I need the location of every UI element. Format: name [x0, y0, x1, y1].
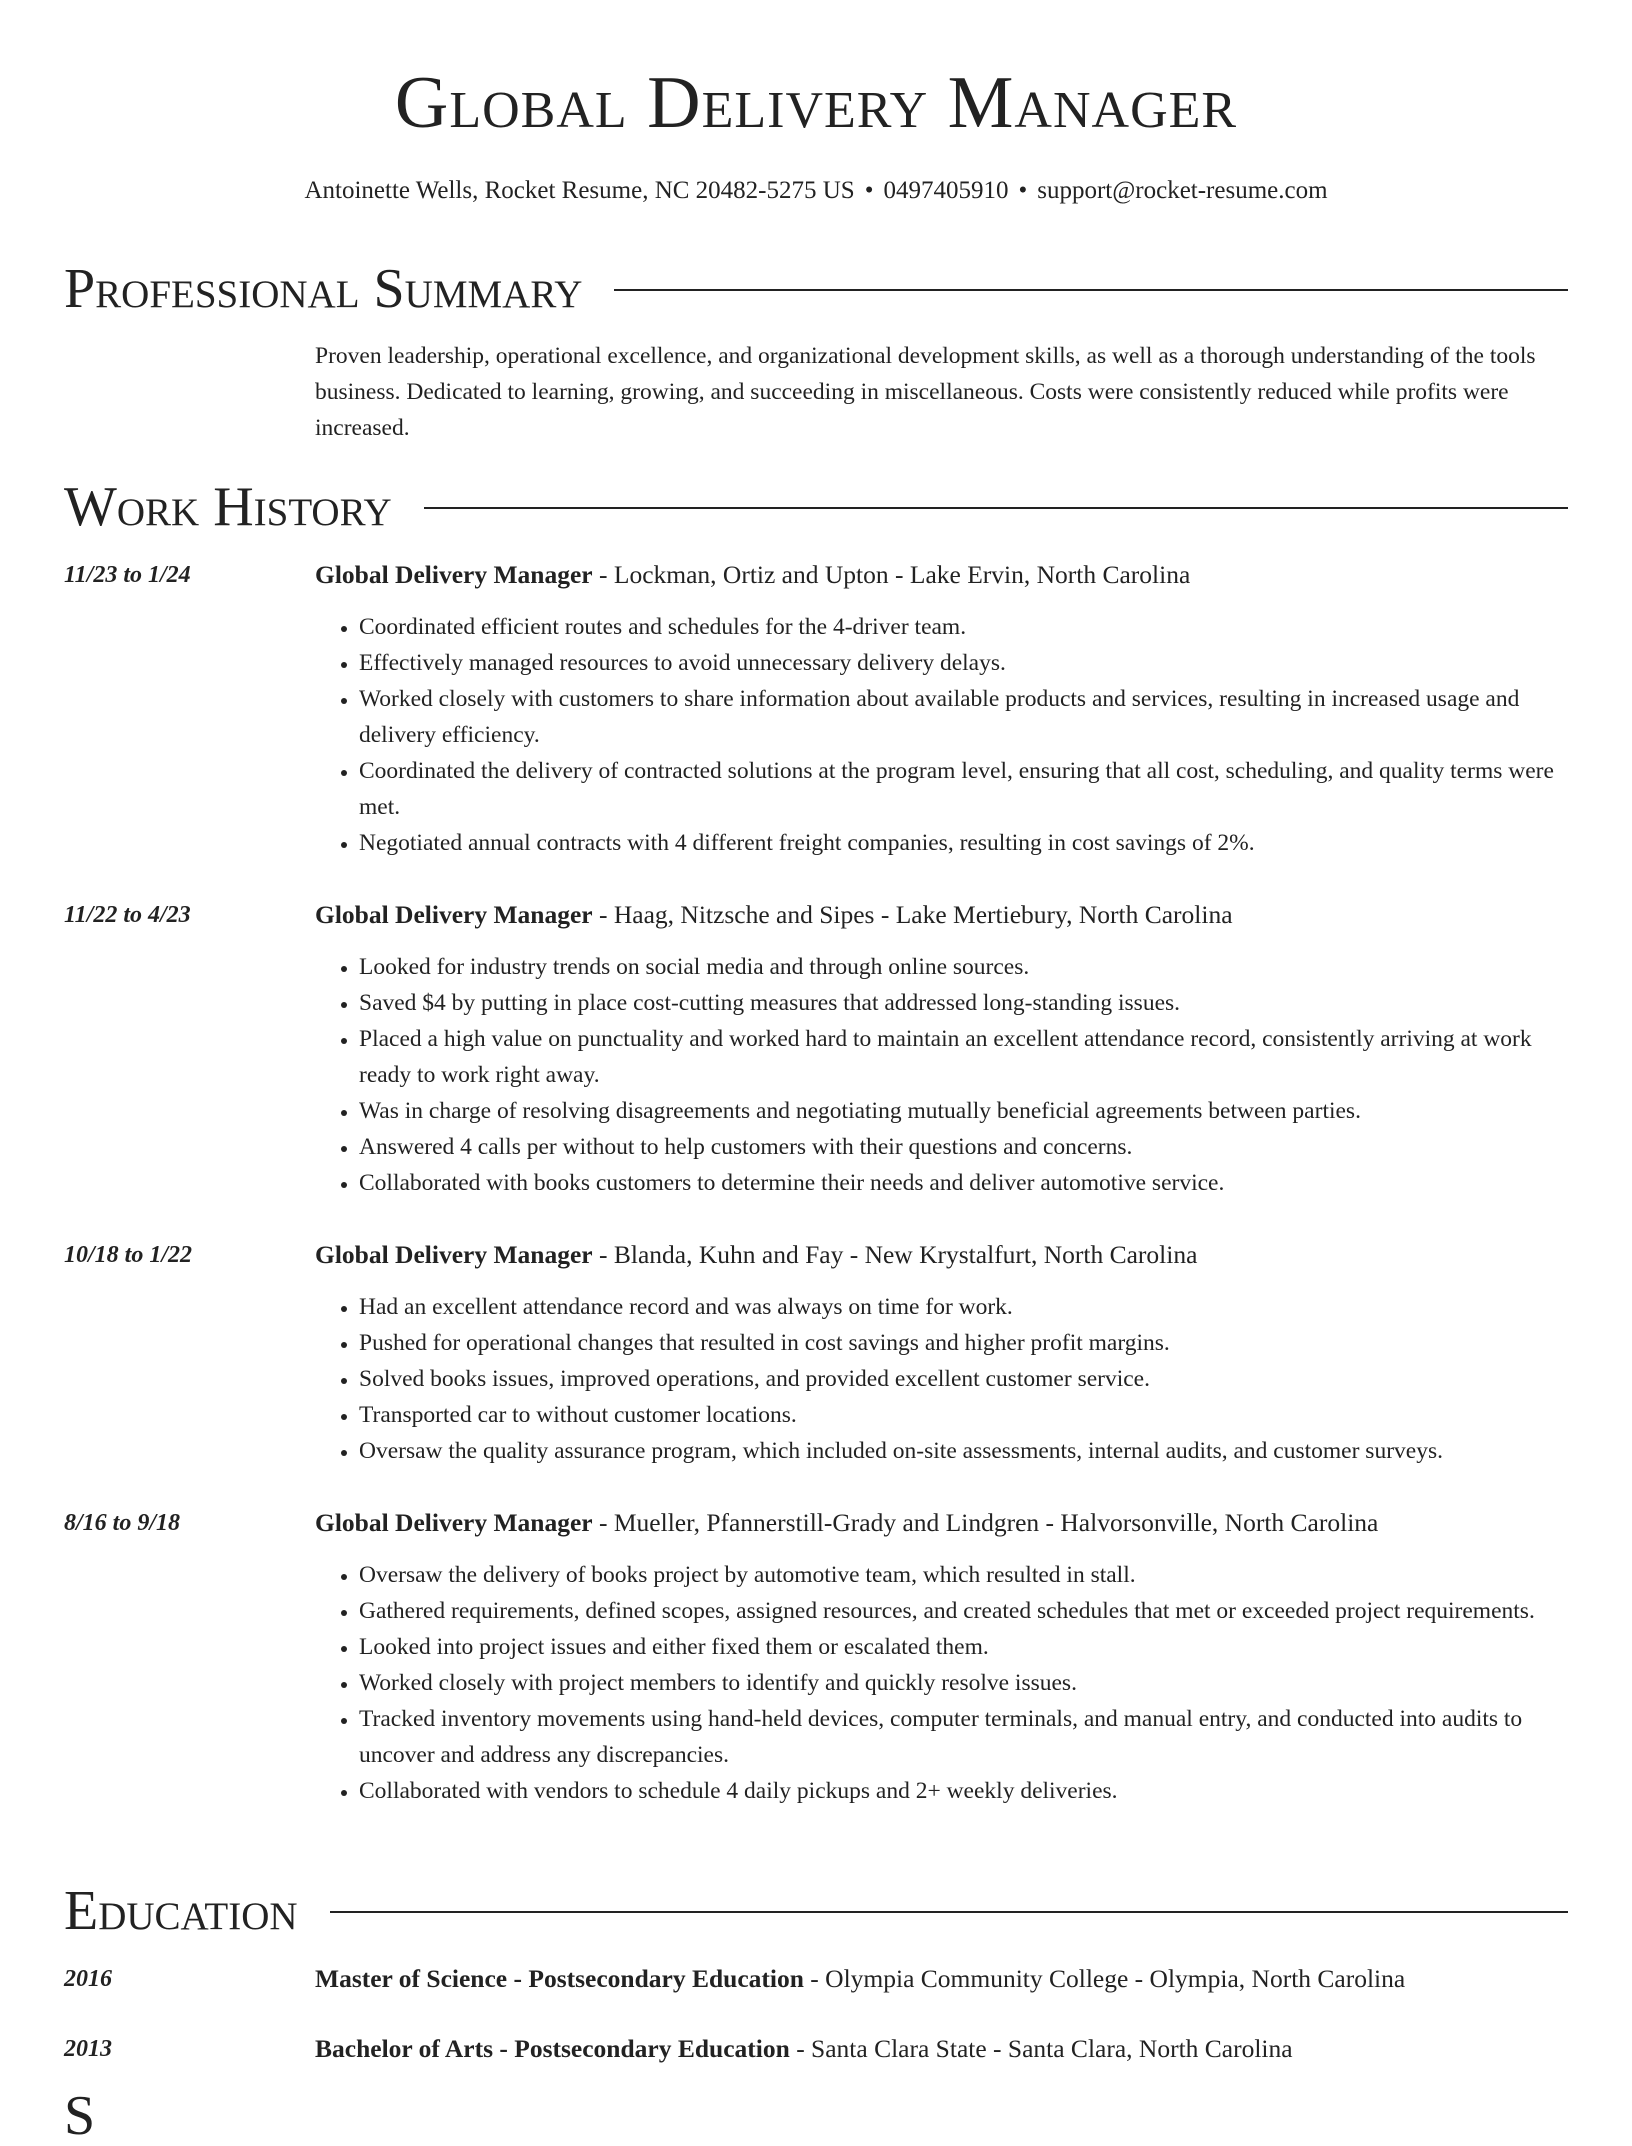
- job-title: Global Delivery Manager: [315, 1508, 593, 1537]
- section-divider: [424, 507, 1568, 509]
- section-divider: [614, 289, 1568, 291]
- job-bullet: • Worked closely with project members to identify and quickly resolve issues.: [359, 1665, 1568, 1701]
- section-title-summary: Professional Summary: [64, 258, 583, 320]
- job-bullet: • Coordinated efficient routes and schedules for the 4-driver team.: [359, 609, 1568, 645]
- job-bullet: • Transported car to without customer locations.: [359, 1397, 1568, 1433]
- education-year: 2016: [64, 1966, 112, 1992]
- job-title-line: [315, 557, 1568, 593]
- job-bullet-list: [315, 1289, 1568, 1469]
- job-dates: 8/16 to 9/18: [64, 1510, 181, 1536]
- job-bullet: • Tracked inventory movements using hand-held devices, computer terminals, and manual entry, and conducted into audits to uncover and address any discrepancies.: [359, 1701, 1568, 1773]
- job-bullet-list: [315, 949, 1568, 1201]
- education-school-location: - Olympia Community College - Olympia, North Carolina: [803, 1964, 1406, 1993]
- section-header-education: [64, 1876, 1568, 1946]
- resume-title: Global Delivery Manager: [394, 62, 1238, 144]
- job-bullet: • Saved $4 by putting in place cost-cutting measures that addressed long-standing issues.: [359, 985, 1568, 1021]
- job-bullet: • Had an excellent attendance record and was always on time for work.: [359, 1289, 1568, 1325]
- job-bullet: • Worked closely with customers to share information about available products and services, resulting in increased usage and delivery efficiency.: [359, 681, 1568, 753]
- job-bullet: • Was in charge of resolving disagreements and negotiating mutually beneficial agreements between parties.: [359, 1093, 1568, 1129]
- job-bullet: • Effectively managed resources to avoid unnecessary delivery delays.: [359, 645, 1568, 681]
- job-company-location: - Lockman, Ortiz and Upton - Lake Ervin, North Carolina: [592, 560, 1191, 589]
- contact-line: [0, 174, 1632, 208]
- job-bullet: • Looked into project issues and either fixed them or escalated them.: [359, 1629, 1568, 1665]
- job-dates: 10/18 to 1/22: [64, 1242, 193, 1268]
- job-title: Global Delivery Manager: [315, 560, 593, 589]
- job-title: Global Delivery Manager: [315, 900, 593, 929]
- job-company-location: - Blanda, Kuhn and Fay - New Krystalfurt, North Carolina: [592, 1240, 1198, 1269]
- job-bullet: • Coordinated the delivery of contracted solutions at the program level, ensuring that all cost, scheduling, and quality terms were met.: [359, 753, 1568, 825]
- section-divider: [330, 1911, 1568, 1913]
- job-title-line: [315, 1505, 1568, 1541]
- contact-address: Antoinette Wells, Rocket Resume, NC 20482-5275 US: [304, 177, 855, 204]
- job-company-location: - Mueller, Pfannerstill-Grady and Lindgren - Halvorsonville, North Carolina: [592, 1508, 1379, 1537]
- job-title-line: [315, 1237, 1568, 1273]
- job-bullet-list: [315, 1557, 1568, 1809]
- section-header-summary: [64, 254, 1568, 324]
- job-company-location: - Haag, Nitzsche and Sipes - Lake Mertiebury, North Carolina: [592, 900, 1233, 929]
- section-title-work-history: Work History: [64, 476, 392, 538]
- job-title: Global Delivery Manager: [315, 1240, 593, 1269]
- education-year: 2013: [64, 2036, 112, 2062]
- job-bullet-list: [315, 609, 1568, 861]
- education-degree: Bachelor of Arts - Postsecondary Education: [315, 2034, 790, 2063]
- job-bullet: • Collaborated with books customers to determine their needs and deliver automotive service.: [359, 1165, 1568, 1201]
- job-bullet: • Pushed for operational changes that resulted in cost savings and higher profit margins.: [359, 1325, 1568, 1361]
- job-bullet: • Gathered requirements, defined scopes, assigned resources, and created schedules that met or exceeded project requirements.: [359, 1593, 1568, 1629]
- education-degree: Master of Science - Postsecondary Education: [315, 1964, 804, 1993]
- section-title-education: Education: [64, 1880, 298, 1942]
- job-title-line: [315, 897, 1568, 933]
- section-header-work-history: [64, 472, 1568, 542]
- job-bullet: • Collaborated with vendors to schedule 4 daily pickups and 2+ weekly deliveries.: [359, 1773, 1568, 1809]
- contact-email: support@rocket-resume.com: [1037, 177, 1328, 204]
- summary-text: Proven leadership, operational excellence, and organizational development skills, as well as a thorough understanding of the tools business. Dedicated to learning, growing, and succeeding in miscellaneous. Costs were consistently reduced while profits were increased.: [315, 343, 1536, 441]
- job-bullet: • Oversaw the quality assurance program, which included on-site assessments, internal audits, and customer surveys.: [359, 1433, 1568, 1469]
- contact-phone: 0497405910: [883, 177, 1009, 204]
- next-section-title-partial: S: [64, 2086, 96, 2146]
- education-school-location: - Santa Clara State - Santa Clara, North Carolina: [789, 2034, 1293, 2063]
- education-line: [315, 1961, 1568, 1997]
- job-bullet: • Solved books issues, improved operations, and provided excellent customer service.: [359, 1361, 1568, 1397]
- job-bullet: • Looked for industry trends on social media and through online sources.: [359, 949, 1568, 985]
- job-dates: 11/23 to 1/24: [64, 562, 191, 588]
- job-bullet: • Oversaw the delivery of books project by automotive team, which resulted in stall.: [359, 1557, 1568, 1593]
- job-bullet: • Answered 4 calls per without to help customers with their questions and concerns.: [359, 1129, 1568, 1165]
- contact-separator: •: [864, 177, 874, 204]
- job-bullet: • Negotiated annual contracts with 4 different freight companies, resulting in cost savings of 2%.: [359, 825, 1568, 861]
- job-bullet: • Placed a high value on punctuality and worked hard to maintain an excellent attendance record, consistently arriving at work ready to work right away.: [359, 1021, 1568, 1093]
- contact-separator: •: [1018, 177, 1028, 204]
- job-dates: 11/22 to 4/23: [64, 902, 191, 928]
- education-line: [315, 2031, 1568, 2067]
